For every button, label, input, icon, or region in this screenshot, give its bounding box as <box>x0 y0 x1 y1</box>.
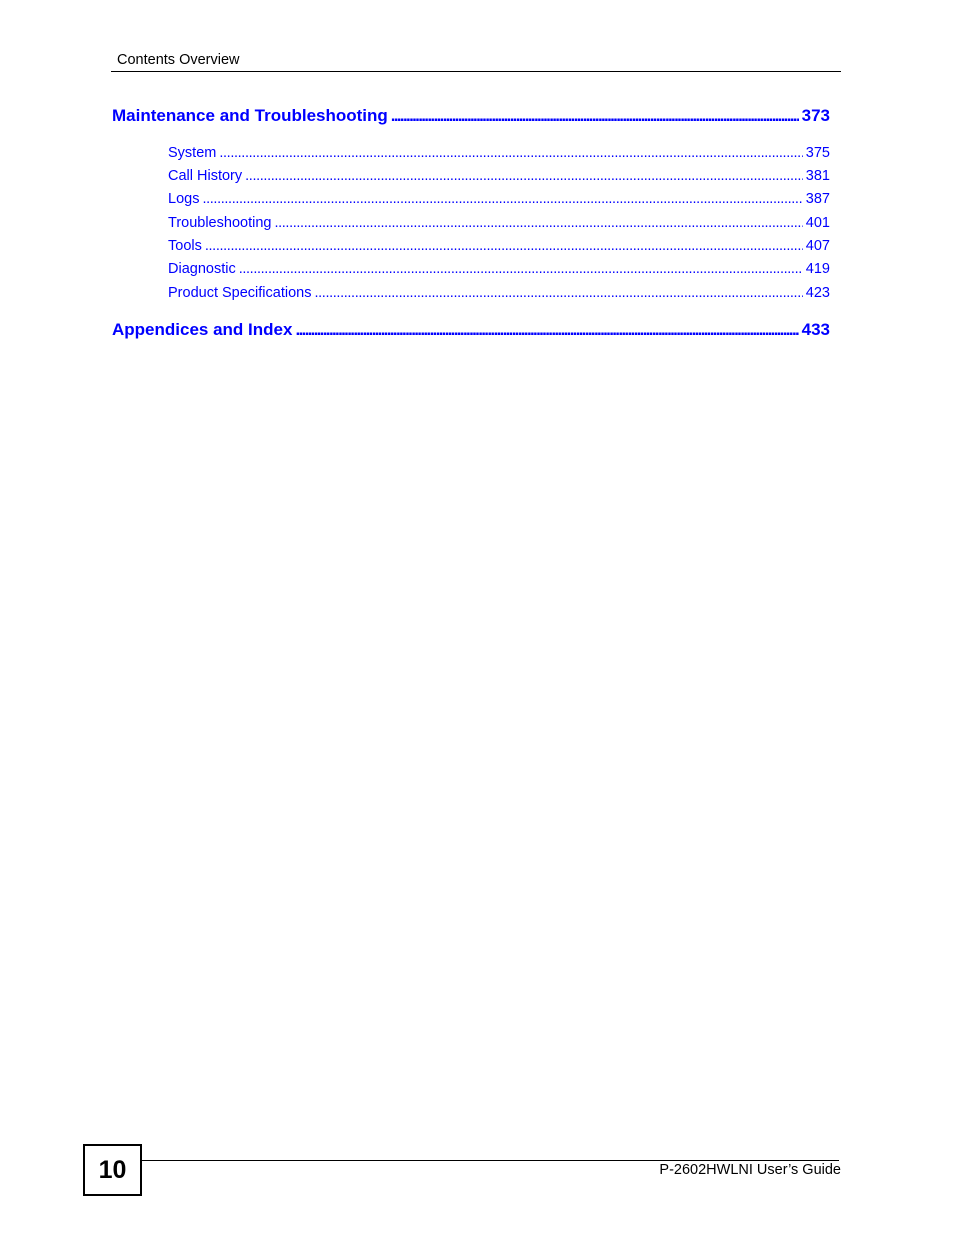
toc-entry-title: Maintenance and Troubleshooting <box>112 106 388 125</box>
footer-page-number: 10 <box>83 1144 142 1196</box>
toc-leader-dots <box>205 238 803 254</box>
toc-entry-page: 419 <box>805 261 830 277</box>
header-section-title: Contents Overview <box>117 52 240 68</box>
toc-leader-dots <box>202 191 802 207</box>
toc-chapter-diagnostic[interactable] <box>168 261 830 277</box>
toc-chapter-system[interactable] <box>168 145 830 161</box>
toc-entry-page: 381 <box>805 168 830 184</box>
toc-chapter-product-specifications[interactable] <box>168 285 830 301</box>
toc-chapter-call-history[interactable] <box>168 168 830 184</box>
toc-entry-page: 401 <box>805 215 830 231</box>
toc-part-maintenance-and-troubleshooting[interactable] <box>112 106 830 126</box>
footer-guide-title: P-2602HWLNI User’s Guide <box>659 1162 841 1178</box>
toc-leader-dots <box>391 106 799 126</box>
toc-leader-dots <box>314 285 802 301</box>
toc-leader-dots <box>219 145 802 161</box>
toc-leader-dots <box>239 261 803 277</box>
toc-leader-dots <box>274 215 802 231</box>
toc-chapter-logs[interactable] <box>168 191 830 207</box>
toc-part-appendices-and-index[interactable] <box>112 320 830 340</box>
toc-entry-page: 433 <box>801 320 830 339</box>
toc-chapter-tools[interactable] <box>168 238 830 254</box>
toc-entry-title: Appendices and Index <box>112 320 293 339</box>
toc-leader-dots <box>295 320 798 340</box>
toc-entry-title: Logs <box>168 191 200 207</box>
toc-entry-title: Diagnostic <box>168 261 236 277</box>
toc-entry-title: Tools <box>168 238 202 254</box>
footer-divider <box>140 1160 839 1161</box>
toc-chapter-troubleshooting[interactable] <box>168 215 830 231</box>
toc-entry-page: 407 <box>805 238 830 254</box>
toc-entry-page: 423 <box>805 285 830 301</box>
toc-entry-page: 387 <box>805 191 830 207</box>
toc-leader-dots <box>245 168 803 184</box>
toc-entry-page: 375 <box>805 145 830 161</box>
toc-entry-title: Troubleshooting <box>168 215 272 231</box>
toc-entry-page: 373 <box>801 106 830 125</box>
header-divider <box>111 71 841 72</box>
toc-entry-title: System <box>168 145 217 161</box>
toc-entry-title: Product Specifications <box>168 285 312 301</box>
toc-entry-title: Call History <box>168 168 243 184</box>
